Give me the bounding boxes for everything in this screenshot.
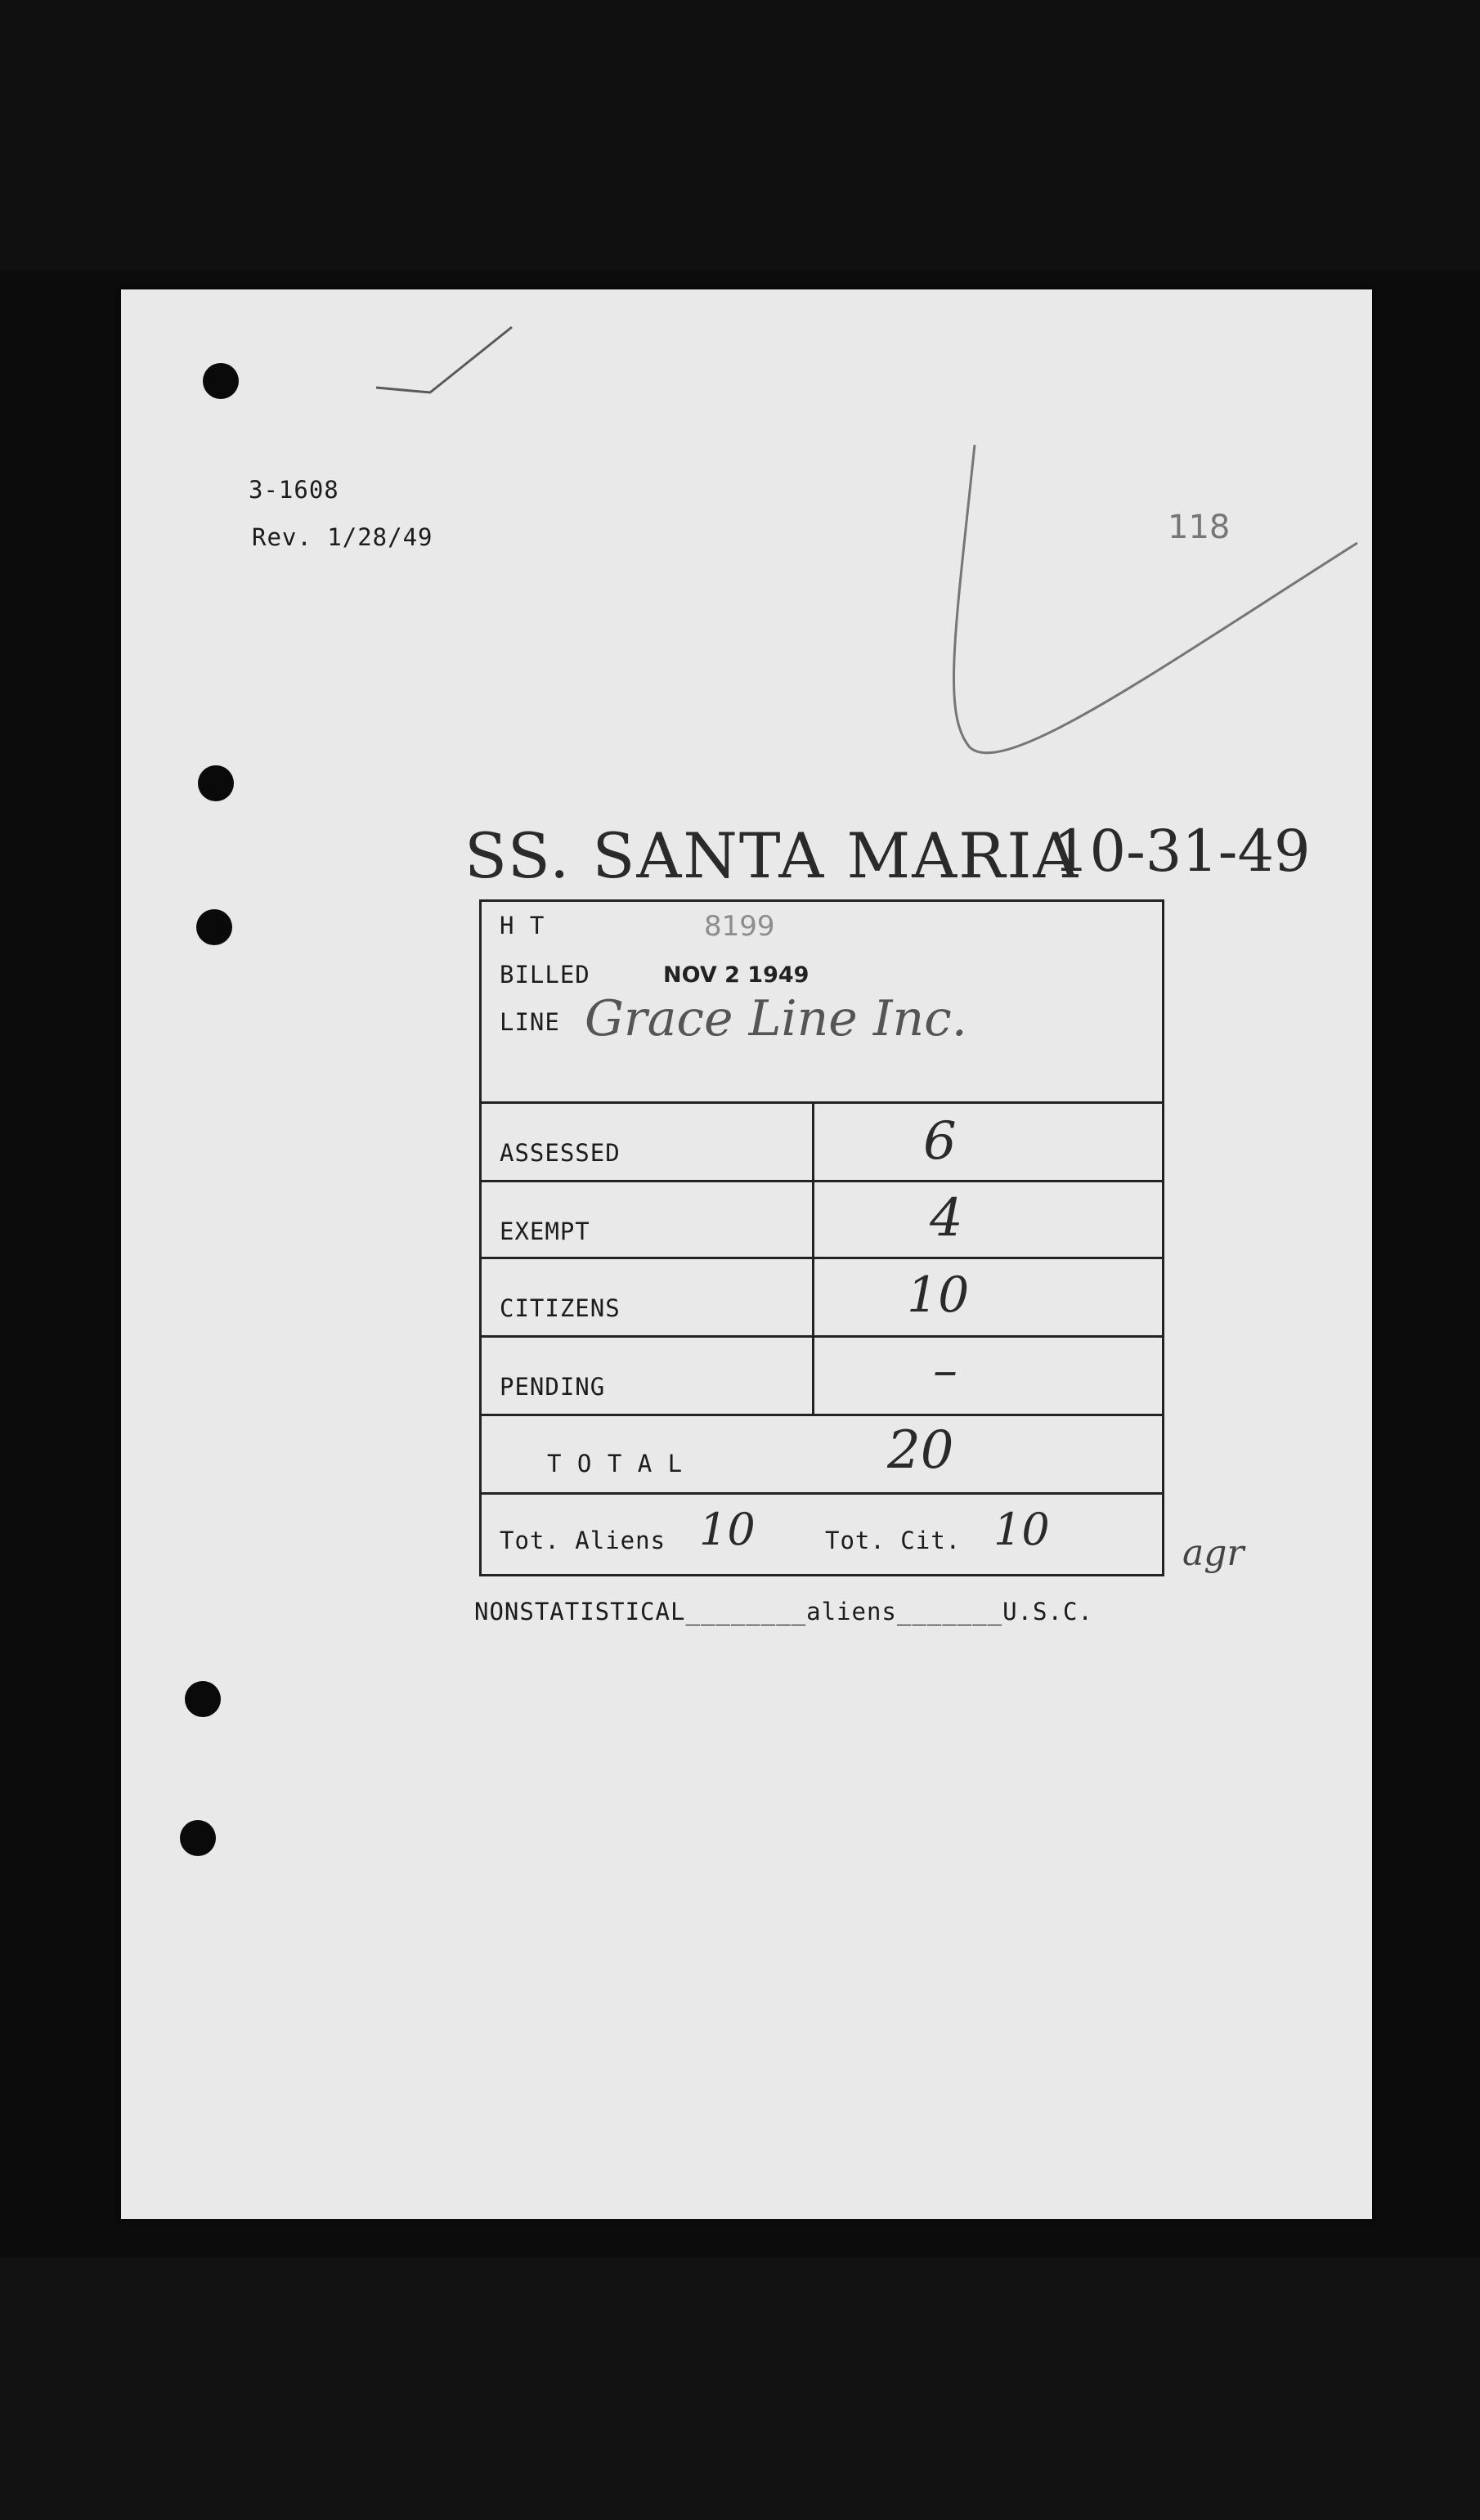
- assessed-label: ASSESSED: [500, 1139, 621, 1167]
- tot-cit-value: 10: [993, 1504, 1050, 1555]
- column-divider: [812, 1101, 814, 1414]
- passenger-count-form: [479, 899, 1164, 1576]
- manifest-card: [121, 289, 1372, 2219]
- usc-label: U.S.C.: [1002, 1598, 1093, 1625]
- nonstatistical-line: [474, 1598, 1093, 1625]
- pending-label: PENDING: [500, 1373, 606, 1401]
- pending-value: –: [933, 1342, 958, 1399]
- form-number: 3-1608: [249, 476, 339, 504]
- divider: [482, 1414, 1162, 1416]
- total-value: 20: [887, 1420, 954, 1481]
- citizens-label: CITIZENS: [500, 1294, 621, 1322]
- divider: [482, 1180, 1162, 1182]
- tot-aliens-value: 10: [699, 1504, 756, 1555]
- billed-label: BILLED: [500, 961, 590, 989]
- margin-initials: agr: [1182, 1532, 1245, 1574]
- blank-line: ________: [685, 1598, 807, 1625]
- blank-line: _______: [896, 1598, 1003, 1625]
- steamship-line: Grace Line Inc.: [585, 990, 967, 1047]
- scan-background-bottom: [0, 2257, 1480, 2520]
- aliens-label: aliens: [806, 1598, 897, 1625]
- scan-background-top: [0, 0, 1480, 270]
- small-check-mark: [376, 327, 512, 392]
- divider: [482, 1101, 1162, 1104]
- page-number: 118: [1168, 509, 1231, 546]
- citizens-value: 10: [907, 1267, 970, 1324]
- revision-date: Rev. 1/28/49: [252, 523, 433, 551]
- ht-label: H T: [500, 912, 545, 939]
- assessed-value: 6: [923, 1111, 957, 1172]
- divider: [482, 1335, 1162, 1338]
- ht-number: 8199: [704, 910, 775, 943]
- line-label: LINE: [500, 1008, 560, 1036]
- tot-aliens-label: Tot. Aliens: [500, 1527, 666, 1554]
- large-check-mark: [954, 445, 1357, 753]
- billed-date-stamp: NOV 2 1949: [663, 962, 810, 988]
- vessel-name: SS. SANTA MARIA: [464, 819, 1080, 892]
- total-label: T O T A L: [547, 1450, 684, 1477]
- arrival-date: 10-31-49: [1053, 818, 1311, 885]
- exempt-value: 4: [930, 1188, 963, 1249]
- tot-cit-label: Tot. Cit.: [825, 1527, 962, 1554]
- nonstatistical-label: NONSTATISTICAL: [474, 1598, 686, 1625]
- exempt-label: EXEMPT: [500, 1217, 590, 1245]
- divider: [482, 1492, 1162, 1495]
- divider: [482, 1257, 1162, 1259]
